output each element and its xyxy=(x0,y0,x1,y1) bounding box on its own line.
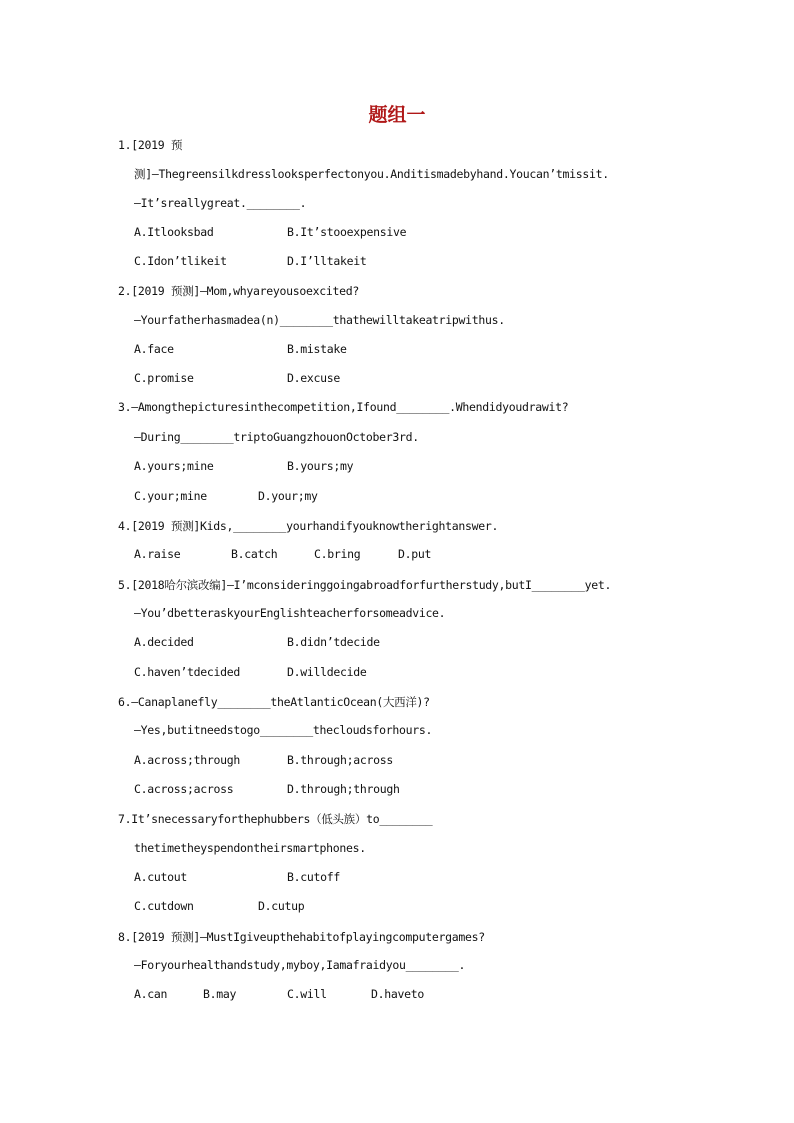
option-c: C.your;mine xyxy=(134,489,207,503)
question-1-line-3: —It’sreallygreat.________. xyxy=(134,196,307,210)
question-number: 6. xyxy=(118,695,132,709)
question-4-line-1: 4.[2019 预测]Kids,________yourhandifyouknowtherightanswer. xyxy=(118,519,499,533)
option-c: C.haven’tdecided xyxy=(134,665,240,679)
question-8-line-1: 8.[2019 预测]—MustIgiveupthehabitofplayingcomputergames? xyxy=(118,930,485,944)
option-d: D.your;my xyxy=(258,489,318,503)
option-b: B.may xyxy=(203,987,237,1001)
option-d: D.willdecide xyxy=(287,665,367,679)
question-7-line-2: thetimetheyspendontheirsmartphones. xyxy=(134,841,366,855)
option-b: B.yours;my xyxy=(287,459,354,473)
option-d: D.through;through xyxy=(287,782,400,796)
option-b: B.It’stooexpensive xyxy=(287,225,407,239)
question-5-line-2: —You’dbetteraskyourEnglishteacherforsomeadvice. xyxy=(134,606,446,620)
question-number: 4. xyxy=(118,519,132,533)
question-7-line-1: 7.It’snecessaryforthephubbers（低头族）to________ xyxy=(118,812,433,826)
question-1-line-2: 测]—Thegreensilkdresslooksperfectonyou.Anditismadebyhand.Youcan’tmissit. xyxy=(134,167,609,181)
option-a: A.decided xyxy=(134,635,194,649)
question-6-line-1: 6.—Canaplanefly________theAtlanticOcean(大西洋)? xyxy=(118,695,430,709)
question-number: 5. xyxy=(118,578,132,592)
option-b: B.catch xyxy=(231,547,278,561)
option-a: A.cutout xyxy=(134,870,187,884)
option-a: A.Itlooksbad xyxy=(134,225,214,239)
option-c: C.promise xyxy=(134,371,194,385)
page-title: 题组一 xyxy=(368,104,426,126)
option-c: C.Idon’tlikeit xyxy=(134,254,227,268)
option-b: B.cutoff xyxy=(287,870,340,884)
option-c: C.cutdown xyxy=(134,899,194,913)
option-b: B.through;across xyxy=(287,753,393,767)
option-c: C.across;across xyxy=(134,782,234,796)
option-d: D.I’lltakeit xyxy=(287,254,367,268)
question-8-line-2: —Foryourhealthandstudy,myboy,Iamafraidyou________. xyxy=(134,958,466,972)
question-number: 1. xyxy=(118,138,132,152)
question-3-line-2: —During________triptoGuangzhouonOctober3rd. xyxy=(134,430,419,444)
question-number: 8. xyxy=(118,930,132,944)
question-number: 7. xyxy=(118,812,132,826)
option-d: D.put xyxy=(398,547,432,561)
option-a: A.can xyxy=(134,987,168,1001)
option-a: A.face xyxy=(134,342,174,356)
option-a: A.raise xyxy=(134,547,181,561)
option-b: B.mistake xyxy=(287,342,347,356)
question-2-line-2: —Yourfatherhasmadea(n)________thathewilltakeatripwithus. xyxy=(134,313,505,327)
question-6-line-2: —Yes,butitneedstogo________thecloudsforhours. xyxy=(134,723,433,737)
option-c: C.bring xyxy=(314,547,361,561)
option-d: D.cutup xyxy=(258,899,305,913)
option-d: D.haveto xyxy=(371,987,424,1001)
option-a: A.across;through xyxy=(134,753,240,767)
question-number: 2. xyxy=(118,284,132,298)
question-2-line-1: 2.[2019 预测]—Mom,whyareyousoexcited? xyxy=(118,284,359,298)
option-c: C.will xyxy=(287,987,327,1001)
question-3-line-1: 3.—Amongthepicturesinthecompetition,Ifound________.Whendidyoudrawit? xyxy=(118,400,569,414)
question-5-line-1: 5.[2018哈尔滨改编]—I’mconsideringgoingabroadforfurtherstudy,butI________yet. xyxy=(118,578,612,592)
option-d: D.excuse xyxy=(287,371,340,385)
question-number: 3. xyxy=(118,400,132,414)
option-b: B.didn’tdecide xyxy=(287,635,380,649)
question-1-line-1: 1.[2019 预 xyxy=(118,138,183,152)
option-a: A.yours;mine xyxy=(134,459,214,473)
